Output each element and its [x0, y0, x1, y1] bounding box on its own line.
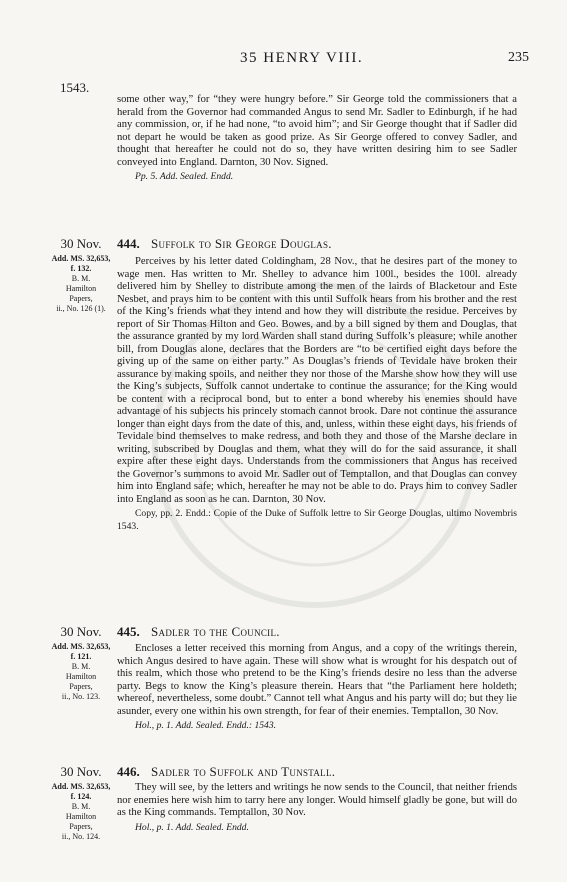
- page-header: [0, 50, 567, 70]
- entry-text: Perceives by his letter dated Coldingham, 28 Nov., that he desires part of the money to wage men. Has written to Mr. Shelley to advance him 100l., besides the 100l. already delivered him by Shelley to distribute among the men of the lairds of Blacketour and Este Nesbet, and prays him to be content with this until Suffolk hears from his brother and the rest of the King’s friends what they intend and how they will distribute the residue. Perceives by report of Sir Thomas Hilton and Geo. Bowes, and by a bill signed by them and Douglas, that the assurance granted by my lord Warden shall stand during Suffolk’s pleasure; while another bill, from Douglas alone, declares that the Borders are “to be certified eight days before the giving up of the same on either party.” As Douglas’s friends of Tevidale have broken their assurance by making spoils, and neither they nor those of the Marshe show how they will use the King’s subjects, Suffolk cannot undertake to continue the assurance; for the King would be content with a reciprocal bond, but to enter a bond whereby his enemies should have advantage of his subjects his princely stomach cannot brook. Dare not continue the assurance longer than eight days from the date of this, and, unless, within these eight days, his friends of Tevidale bind themselves to make redress, and both they and those of the Marshe declare in writing, subscribed by Douglas and them, what they will do for the said assurance, it shall expire after these eight days. Understands from the commissioners that Angus has received the Governor’s summons to avoid Mr. Sadler out of Temptallon, and that Douglas can convey him into England safe; which, hereafter he may not be able to do. Prays him to convey Sadler into England as soon as he can. Darnton, 30 Nov.: [117, 256, 517, 505]
- source-line: Hamilton: [65, 672, 97, 681]
- entry-title: Sadler to the Council.: [151, 624, 280, 639]
- entry-footnote: Copy, pp. 2. Endd.: Copie of the Duke of Suffolk lettre to Sir George Douglas, ultimo Novembris 1543.: [117, 508, 517, 532]
- entry-444-body: [117, 256, 517, 533]
- entry-number: 444.: [117, 236, 140, 251]
- source-line: ii., No. 123.: [61, 692, 101, 701]
- source-line: B. M.: [71, 274, 91, 283]
- source-line: Papers,: [69, 294, 93, 303]
- entry-number: 445.: [117, 624, 140, 639]
- entry-445-body: [117, 643, 517, 733]
- entry-text: They will see, by the letters and writings he now sends to the Council, that neither friends nor enemies here wish him to tarry here any longer. Would himself gladly be gone, but will do as the King commands. Temptallon, 30 Nov.: [117, 782, 517, 818]
- entry-title: Suffolk to Sir George Douglas.: [151, 236, 332, 251]
- ms-reference: Add. MS. 32,653, f. 124.: [51, 782, 111, 801]
- entry-date: 30 Nov.: [60, 236, 102, 251]
- entry-footnote: Hol., p. 1. Add. Sealed. Endd.: [135, 821, 249, 833]
- entry-444-heading: [117, 236, 332, 252]
- entry-446-margin: [50, 764, 112, 842]
- source-line: B. M.: [71, 802, 91, 811]
- entry-445-margin: [50, 624, 112, 702]
- entry-date: 30 Nov.: [60, 764, 102, 779]
- year-marker: 1543.: [60, 80, 90, 95]
- source-line: ii., No. 126 (1).: [56, 304, 106, 313]
- source-line: Hamilton: [65, 284, 97, 293]
- entry-445-heading: [117, 624, 280, 640]
- ms-reference: Add. MS. 32,653, f. 121.: [51, 642, 111, 661]
- entry-444-margin: [50, 236, 112, 314]
- entry-446-body: [117, 782, 517, 834]
- entry-footnote: Hol., p. 1. Add. Sealed. Endd.: 1543.: [135, 720, 277, 731]
- source-line: Papers,: [69, 682, 93, 691]
- continuation-footnote: Pp. 5. Add. Sealed. Endd.: [135, 171, 234, 182]
- source-line: B. M.: [71, 662, 91, 671]
- ms-reference: Add. MS. 32,653, f. 132.: [51, 254, 111, 273]
- page-number: 235: [508, 50, 529, 65]
- source-line: Papers,: [69, 822, 93, 831]
- running-title: 35 HENRY VIII.: [240, 50, 364, 66]
- entry-date: 30 Nov.: [60, 624, 102, 639]
- source-line: Hamilton: [65, 812, 97, 821]
- continuation-text: some other way,” for “they were hungry before.” Sir George told the commissioners that a herald from the Governor had commanded Angus to send Mr. Sadler to Edinburgh, if he had any commission, or, if he had none, “to avoid him”; and Sir George thought that if Sadler did not depart he would be taken as good prize. As Sir George offered to convey Sadler, and thought that hereafter he could not do so, they have written desiring him to see Sadler conveyed into England. Darnton, 30 Nov. Signed.: [117, 94, 517, 168]
- entry-title: Sadler to Suffolk and Tunstall.: [151, 764, 336, 779]
- source-line: ii., No. 124.: [61, 832, 101, 841]
- entry-text: Encloses a letter received this morning from Angus, and a copy of the writings therein, which Angus desired to have again. These will show what is wrought for his despatch out of this realm, which those who pretend to be the King’s friends desire no less than the adverse party. Begs to know the King’s pleasure therein. Hears that “the Parliament here holdeth; whereof, nevertheless, some doubt.” Cannot tell what Angus and his party will do; but they lie asunder, every one within his own strength, for fear of their enemies. Temptallon, 30 Nov.: [117, 643, 517, 717]
- entry-number: 446.: [117, 764, 140, 779]
- entry-446-heading: [117, 764, 335, 780]
- continuation-block: [117, 94, 517, 184]
